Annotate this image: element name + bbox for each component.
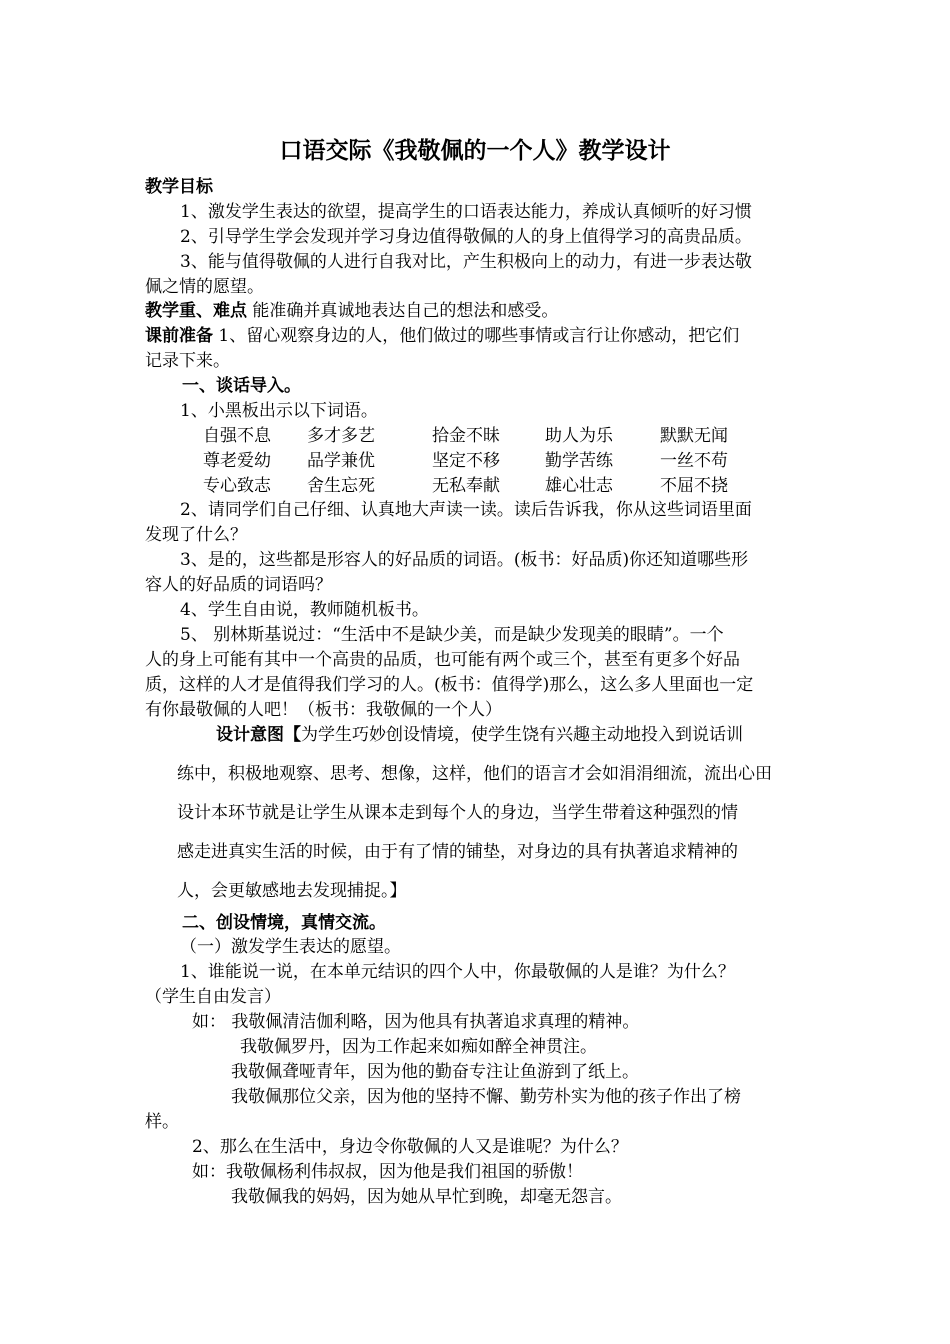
s1-item-4: 4、学生自由说，教师随机板书。	[180, 600, 429, 620]
word: 无私奉献	[432, 476, 500, 496]
example-cont: 样。	[145, 1112, 179, 1132]
s1-item-5-cont: 质，这样的人才是值得我们学习的人。(板书：值得学)那么，这么多人里面也一定	[145, 675, 754, 695]
goals-heading: 教学目标	[145, 177, 213, 197]
design-intent	[216, 723, 743, 747]
page-title: 口语交际《我敬佩的一个人》教学设计	[279, 137, 671, 164]
example: 我敬佩那位父亲，因为他的坚持不懈、勤劳朴实为他的孩子作出了榜	[231, 1087, 741, 1107]
design-text-cont: 设计本环节就是让学生从课本走到每个人的身边，当学生带着这种强烈的情	[177, 803, 738, 823]
s2-subheading: （一）激发学生表达的愿望。	[180, 937, 401, 957]
s2-item-1-cont: （学生自由发言）	[145, 987, 281, 1007]
word: 坚定不移	[432, 451, 500, 471]
goal-3-cont: 佩之情的愿望。	[145, 277, 264, 297]
s1-item-1: 1、小黑板出示以下词语。	[180, 401, 378, 421]
s1-item-3-cont: 容人的好品质的词语吗？	[145, 575, 332, 595]
word: 多才多艺	[307, 426, 375, 446]
s1-item-5-cont: 有你最敬佩的人吧！（板书：我敬佩的一个人）	[145, 700, 502, 720]
word: 一丝不苟	[660, 451, 728, 471]
word: 雄心壮志	[545, 476, 613, 496]
word: 尊老爱幼	[203, 451, 271, 471]
prep-text-cont: 记录下来。	[145, 351, 230, 371]
design-text: 为学生巧妙创设情境，使学生饶有兴趣主动地投入到说话训	[301, 725, 743, 745]
design-heading: 设计意图【	[216, 725, 301, 745]
word: 品学兼优	[307, 451, 375, 471]
s1-item-5: 5、 别林斯基说过：“生活中不是缺少美，而是缺少发现美的眼睛”。一个	[180, 625, 724, 645]
s1-item-2-cont: 发现了什么？	[145, 525, 247, 545]
prep-heading: 课前准备	[145, 326, 213, 346]
example: 我敬佩罗丹，因为工作起来如痴如醉全神贯注。	[240, 1037, 597, 1057]
example: 如： 我敬佩清洁伽利略，因为他具有执著追求真理的精神。	[192, 1012, 640, 1032]
design-text-cont: 感走进真实生活的时候，由于有了情的铺垫，对身边的具有执著追求精神的	[177, 842, 738, 862]
preparation	[145, 324, 739, 348]
goal-3: 3、能与值得敬佩的人进行自我对比，产生积极向上的动力，有进一步表达敬	[180, 252, 752, 272]
key-points	[145, 299, 558, 323]
word: 拾金不昧	[432, 426, 500, 446]
word: 舍生忘死	[307, 476, 375, 496]
s1-item-2: 2、请同学们自己仔细、认真地大声读一读。读后告诉我，你从这些词语里面	[180, 500, 752, 520]
word: 勤学苦练	[545, 451, 613, 471]
s1-item-3: 3、是的，这些都是形容人的好品质的词语。(板书：好品质)你还知道哪些形	[180, 550, 749, 570]
word: 不屈不挠	[660, 476, 728, 496]
word: 自强不息	[203, 426, 271, 446]
design-text-cont: 人，会更敏感地去发现捕捉。】	[177, 881, 407, 901]
goal-1: 1、激发学生表达的欲望，提高学生的口语表达能力，养成认真倾听的好习惯	[180, 202, 752, 222]
word: 默默无闻	[660, 426, 728, 446]
s2-item-1: 1、谁能说一说，在本单元结识的四个人中，你最敬佩的人是谁？为什么？	[180, 962, 735, 982]
section-1-heading: 一、谈话导入。	[182, 376, 301, 396]
example: 我敬佩聋哑青年，因为他的勤奋专注让鱼游到了纸上。	[231, 1062, 639, 1082]
s1-item-5-cont: 人的身上可能有其中一个高贵的品质，也可能有两个或三个，甚至有更多个好品	[145, 650, 740, 670]
key-heading: 教学重、难点	[145, 301, 247, 321]
goal-2: 2、引导学生学会发现并学习身边值得敬佩的人的身上值得学习的高贵品质。	[180, 227, 752, 247]
word: 专心致志	[203, 476, 271, 496]
key-text: 能准确并真诚地表达自己的想法和感受。	[247, 301, 559, 321]
prep-text: 1、留心观察身边的人，他们做过的哪些事情或言行让你感动，把它们	[213, 326, 740, 346]
example: 如：我敬佩杨利伟叔叔，因为他是我们祖国的骄傲！	[192, 1162, 583, 1182]
s2-item-2: 2、那么在生活中，身边令你敬佩的人又是谁呢？为什么？	[192, 1137, 628, 1157]
design-text-cont: 练中，积极地观察、思考、想像，这样，他们的语言才会如涓涓细流，流出心田	[177, 764, 772, 784]
example: 我敬佩我的妈妈，因为她从早忙到晚，却毫无怨言。	[231, 1187, 622, 1207]
word: 助人为乐	[545, 426, 613, 446]
section-2-heading: 二、创设情境，真情交流。	[182, 913, 386, 933]
